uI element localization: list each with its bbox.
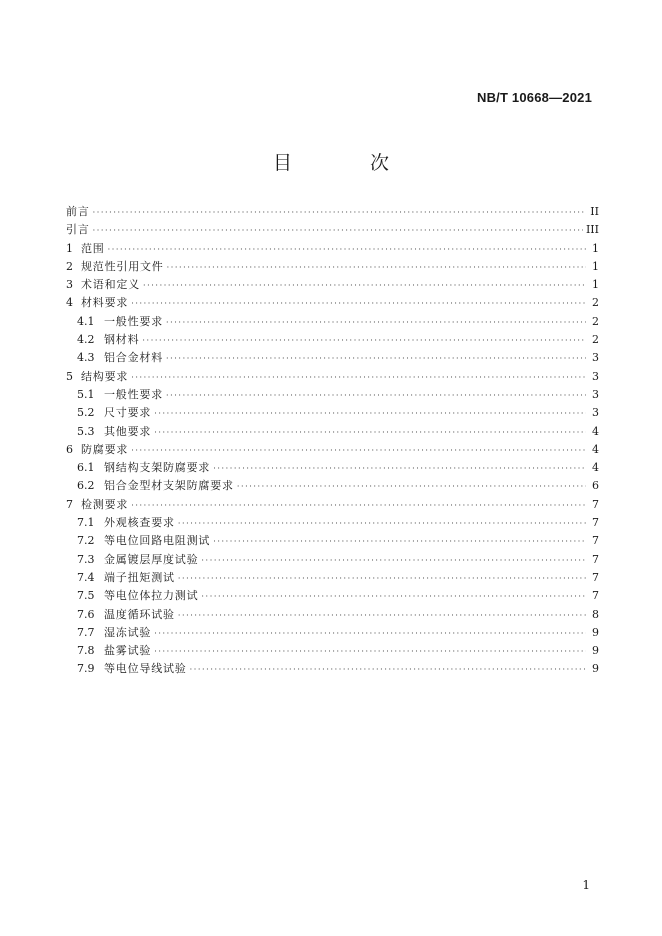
toc-entry-page: III	[585, 223, 599, 237]
toc-entry-page: 7	[592, 497, 599, 511]
toc-entry-label: 等电位体拉力测试	[104, 589, 199, 603]
toc-leader-dots	[166, 387, 586, 405]
toc-entry-page: 7	[592, 534, 599, 548]
toc-leader-dots	[154, 405, 586, 423]
toc-leader-dots	[108, 241, 586, 259]
toc-entry[interactable]	[66, 203, 599, 221]
toc-entry-label: 一般性要求	[104, 314, 163, 328]
toc-leader-dots	[93, 222, 583, 240]
toc-entry-label: 外观核查要求	[104, 516, 175, 530]
toc-entry[interactable]	[66, 532, 599, 550]
page-title: 目 次	[272, 152, 426, 174]
toc-entry[interactable]	[66, 514, 599, 532]
toc-entry-page: 7	[592, 589, 599, 603]
toc-entry-label: 术语和定义	[81, 278, 140, 292]
toc-entry-number: 7.7	[77, 625, 95, 639]
toc-leader-dots	[237, 478, 586, 496]
toc-entry-label: 范围	[81, 241, 105, 255]
toc-leader-dots	[142, 332, 586, 350]
toc-entry-number: 5.3	[77, 424, 95, 438]
toc-entry[interactable]	[66, 642, 599, 660]
toc-leader-dots	[131, 369, 586, 387]
toc-entry[interactable]	[66, 587, 599, 605]
toc-entry-label: 端子扭矩测试	[104, 570, 175, 584]
toc-entry-number: 7.1	[77, 516, 95, 530]
toc-entry[interactable]	[66, 313, 599, 331]
toc-entry-page: 6	[592, 479, 599, 493]
toc-entry-label: 钢材料	[104, 333, 140, 347]
toc-entry-page: 4	[592, 442, 599, 456]
toc-leader-dots	[131, 442, 586, 460]
toc-entry[interactable]	[66, 660, 599, 678]
toc-entry-number: 7.3	[77, 552, 95, 566]
toc-entry-number: 4.2	[77, 333, 95, 347]
toc-entry[interactable]	[66, 331, 599, 349]
toc-entry-number: 7.2	[77, 534, 95, 548]
toc-entry-number: 5.1	[77, 387, 95, 401]
toc-leader-dots	[154, 643, 586, 661]
toc-entry-label: 其他要求	[104, 424, 152, 438]
toc-entry-page: 3	[592, 406, 599, 420]
toc-entry-number: 7.6	[77, 607, 95, 621]
document-number: NB/T 10668—2021	[476, 90, 592, 105]
toc-leader-dots	[201, 552, 586, 570]
toc-entry-number: 5.2	[77, 406, 95, 420]
toc-entry-page: 3	[592, 369, 599, 383]
toc-leader-dots	[166, 314, 586, 332]
toc-entry-page: 3	[592, 387, 599, 401]
toc-leader-dots	[213, 460, 586, 478]
toc-entry-page: 7	[592, 552, 599, 566]
toc-entry-number: 4.3	[77, 351, 95, 365]
toc-entry-number: 7.8	[77, 644, 95, 658]
toc-entry-page: 2	[592, 333, 599, 347]
toc-entry-number: 4	[66, 296, 73, 310]
toc-entry-label: 等电位导线试验	[104, 662, 187, 676]
toc-entry-number: 3	[66, 278, 73, 292]
toc-leader-dots	[178, 515, 586, 533]
toc-leader-dots	[178, 607, 586, 625]
toc-leader-dots	[154, 625, 586, 643]
toc-entry-page: 4	[592, 461, 599, 475]
toc-entry-number: 6.2	[77, 479, 95, 493]
toc-entry-page: 7	[592, 516, 599, 530]
toc-entry-label: 前言	[66, 205, 90, 218]
toc-entry[interactable]	[66, 459, 599, 477]
toc-entry[interactable]	[66, 386, 599, 404]
toc-leader-dots	[213, 533, 586, 551]
toc-entry-number: 4.1	[77, 314, 95, 328]
toc-entry[interactable]	[66, 276, 599, 294]
toc-entry-label: 尺寸要求	[104, 406, 152, 420]
toc-entry[interactable]	[66, 551, 599, 569]
toc-leader-dots	[190, 661, 586, 679]
toc-entry-label: 铝合金材料	[104, 351, 163, 365]
toc-leader-dots	[93, 204, 586, 222]
toc-entry-page: 7	[592, 570, 599, 584]
toc-entry[interactable]	[66, 496, 599, 514]
toc-entry-number: 7.4	[77, 570, 95, 584]
toc-leader-dots	[201, 588, 586, 606]
toc-entry-number: 5	[66, 369, 73, 383]
toc-entry-number: 7.5	[77, 589, 95, 603]
toc-entry-page: II	[590, 205, 599, 218]
toc-entry[interactable]	[66, 404, 599, 422]
toc-entry-page: 1	[592, 259, 599, 273]
toc-entry-number: 1	[66, 241, 73, 255]
toc-entry-page: 2	[592, 314, 599, 328]
toc-entry-number: 2	[66, 259, 73, 273]
toc-entry-label: 湿冻试验	[104, 625, 152, 639]
toc-entry-label: 规范性引用文件	[81, 259, 164, 273]
toc-entry-label: 金属镀层厚度试验	[104, 552, 199, 566]
toc-entry-label: 一般性要求	[104, 387, 163, 401]
toc-entry-page: 9	[592, 625, 599, 639]
toc-entry[interactable]	[66, 240, 599, 258]
toc-entry-label: 温度循环试验	[104, 607, 175, 621]
toc-entry[interactable]	[66, 221, 599, 239]
toc-entry-label: 结构要求	[81, 369, 129, 383]
toc-entry[interactable]	[66, 441, 599, 459]
toc-entry-page: 4	[592, 424, 599, 438]
toc-entry[interactable]	[66, 477, 599, 495]
toc-leader-dots	[131, 295, 586, 313]
toc-entry-page: 9	[592, 662, 599, 676]
toc-entry-label: 材料要求	[81, 296, 129, 310]
toc-entry[interactable]	[66, 349, 599, 367]
toc-entry-page: 1	[592, 278, 599, 292]
toc-entry[interactable]	[66, 294, 599, 312]
toc-leader-dots	[167, 259, 586, 277]
toc-entry-label: 铝合金型材支架防腐要求	[104, 479, 234, 493]
table-of-contents	[66, 203, 599, 679]
toc-entry[interactable]	[66, 624, 599, 642]
toc-leader-dots	[154, 424, 586, 442]
toc-entry-page: 3	[592, 351, 599, 365]
toc-entry[interactable]	[66, 368, 599, 386]
toc-entry[interactable]	[66, 258, 599, 276]
page-number: 1	[582, 878, 590, 892]
toc-entry-page: 2	[592, 296, 599, 310]
toc-leader-dots	[178, 570, 586, 588]
toc-entry[interactable]	[66, 569, 599, 587]
toc-entry[interactable]	[66, 606, 599, 624]
toc-entry-number: 6	[66, 442, 73, 456]
toc-leader-dots	[131, 497, 586, 515]
toc-entry-label: 盐雾试验	[104, 644, 152, 658]
toc-entry-page: 8	[592, 607, 599, 621]
toc-entry-label: 钢结构支架防腐要求	[104, 461, 211, 475]
toc-entry-page: 9	[592, 644, 599, 658]
toc-entry-label: 等电位回路电阻测试	[104, 534, 211, 548]
toc-entry-page: 1	[592, 241, 599, 255]
toc-leader-dots	[166, 350, 586, 368]
toc-entry-label: 防腐要求	[81, 442, 129, 456]
toc-leader-dots	[143, 277, 586, 295]
toc-entry[interactable]	[66, 423, 599, 441]
toc-entry-number: 7.9	[77, 662, 95, 676]
toc-entry-number: 7	[66, 497, 73, 511]
toc-entry-label: 检测要求	[81, 497, 129, 511]
toc-entry-label: 引言	[66, 223, 90, 237]
toc-entry-number: 6.1	[77, 461, 95, 475]
